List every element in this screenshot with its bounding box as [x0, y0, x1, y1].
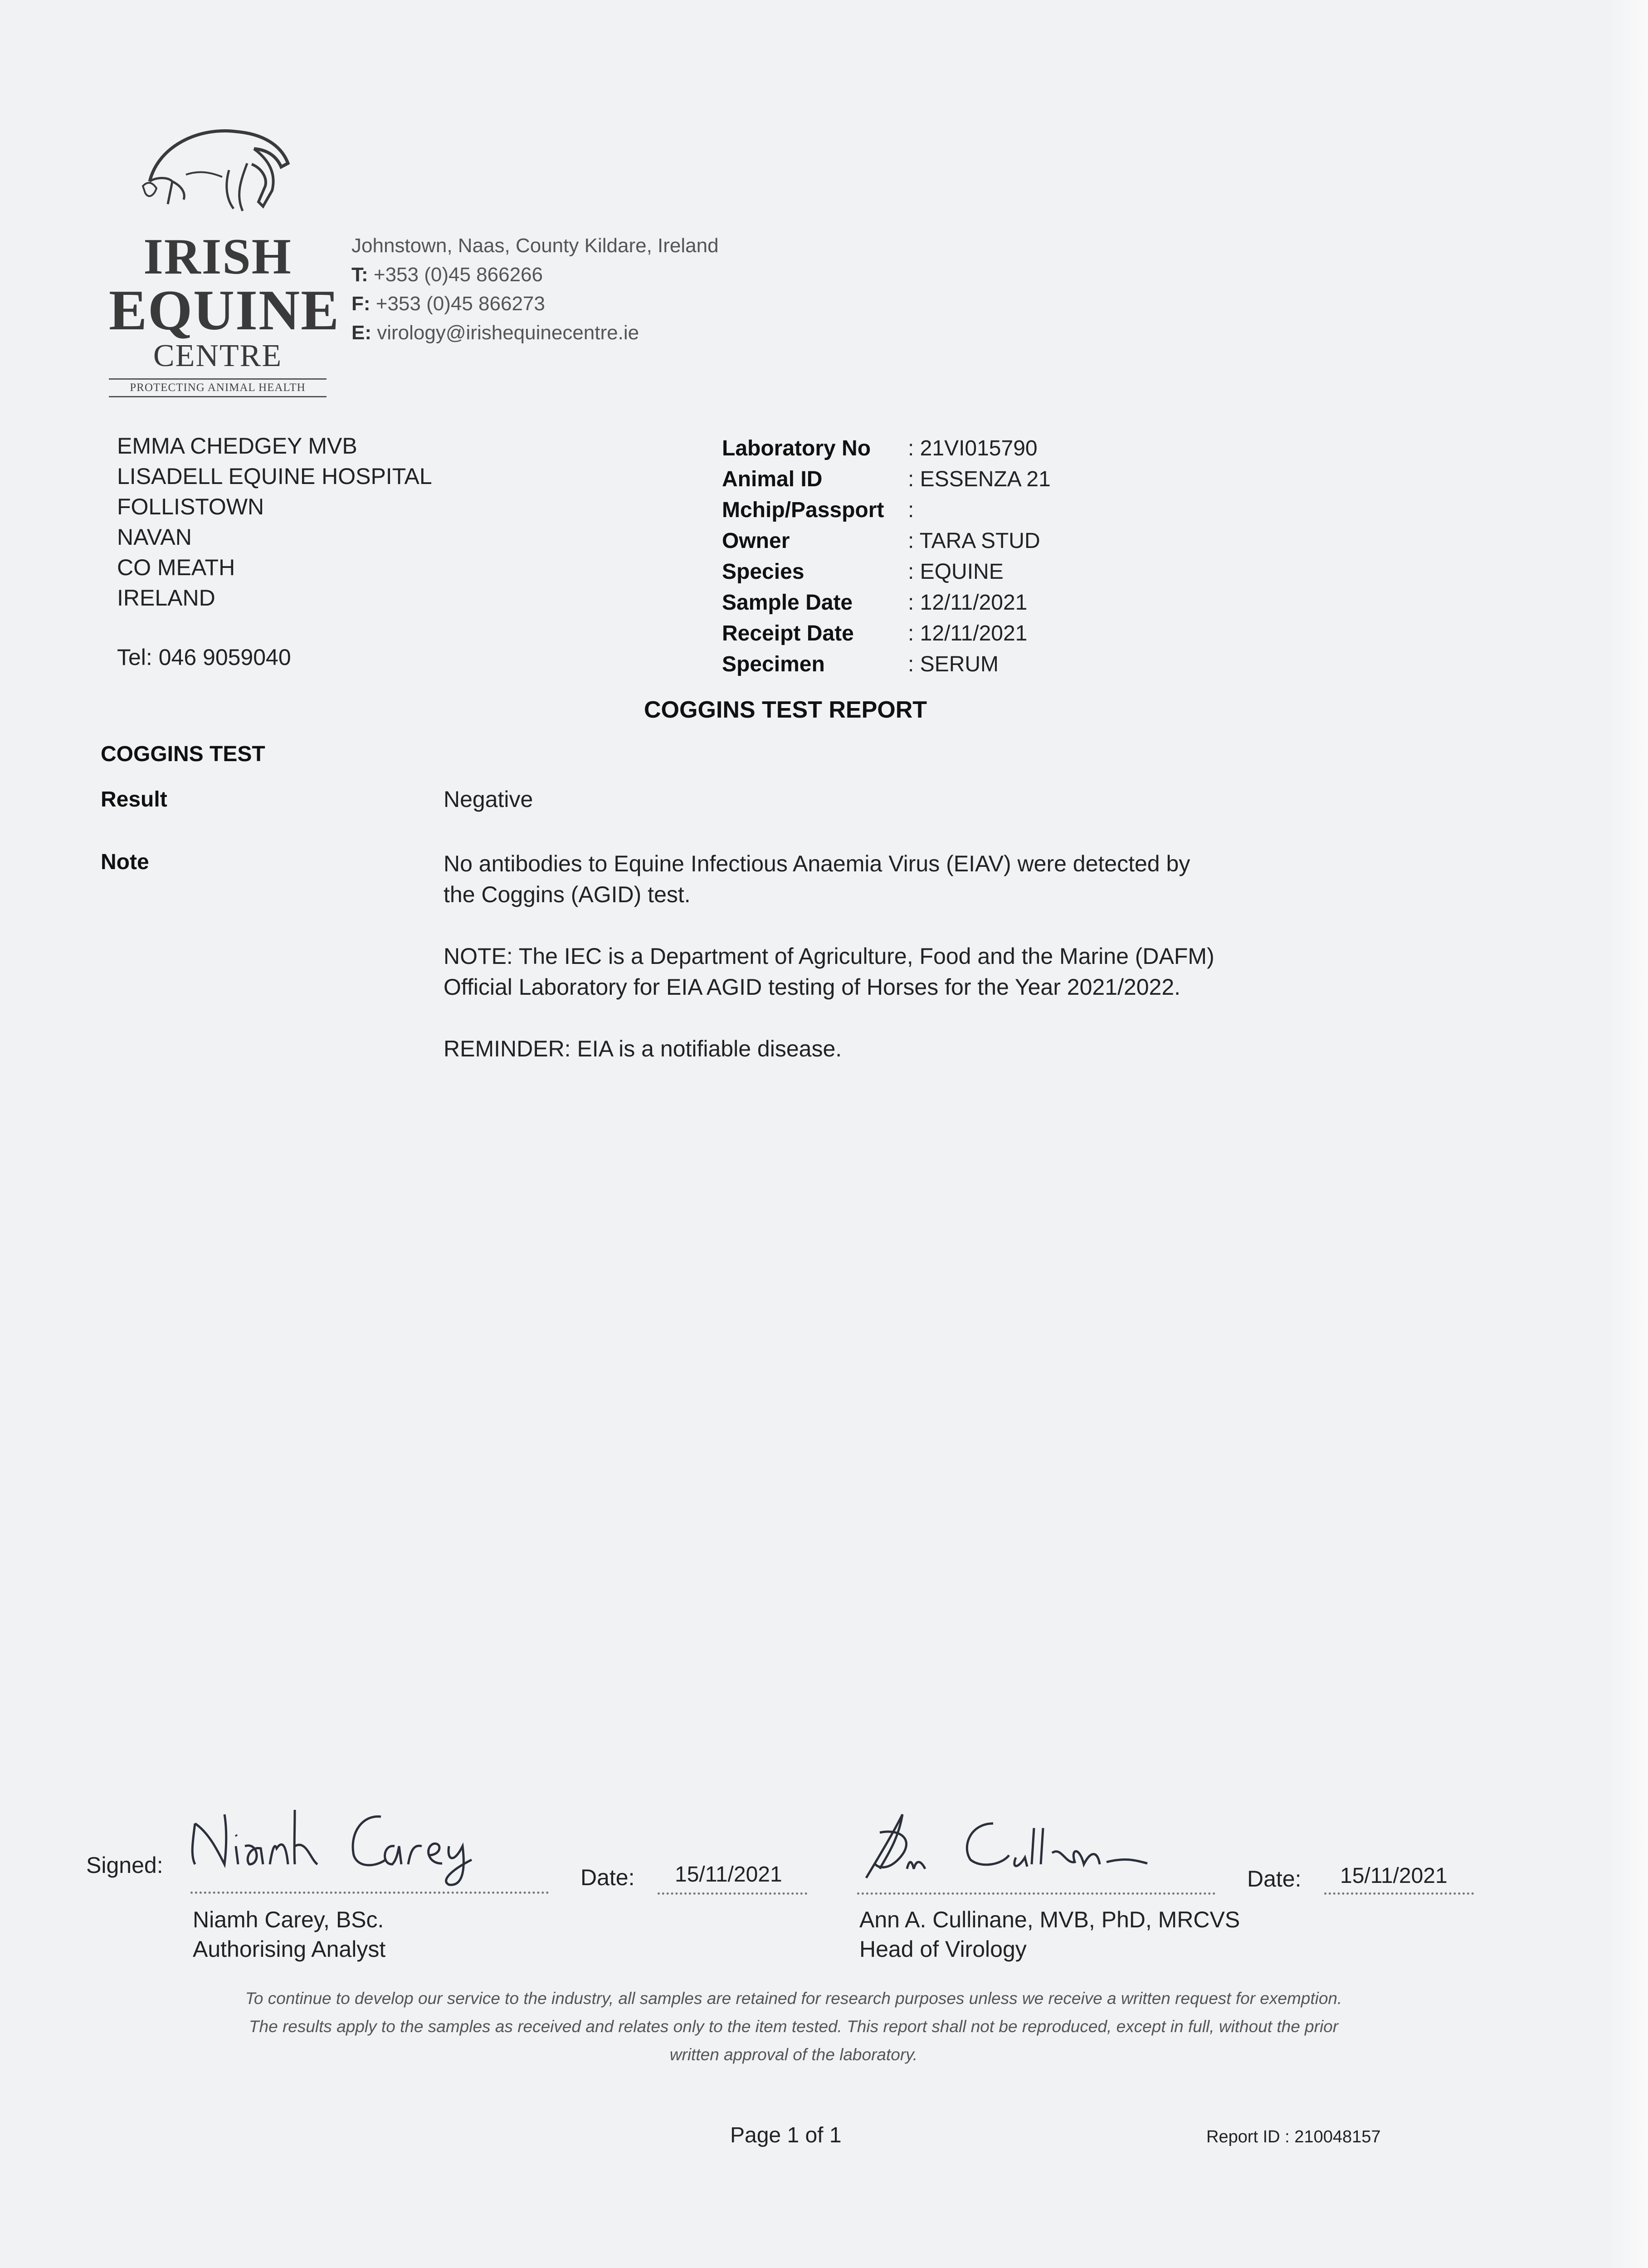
address-line: NAVAN	[117, 524, 192, 550]
lab-fax: F: +353 (0)45 866273	[351, 293, 545, 315]
note-body	[444, 848, 1224, 1095]
address-line: EMMA CHEDGEY MVB	[117, 433, 357, 459]
disclaimer-line: written approval of the laboratory.	[669, 2045, 918, 2064]
report-id: Report ID : 210048157	[1206, 2127, 1381, 2146]
signatory-right-title: Head of Virology	[859, 1936, 1027, 1962]
address-line: LISADELL EQUINE HOSPITAL	[117, 464, 432, 489]
lab-phone: T: +353 (0)45 866266	[351, 264, 543, 286]
signature-niamh-carey	[181, 1796, 499, 1887]
info-row-owner: Owner : TARA STUD	[722, 529, 1040, 553]
note-paragraph: REMINDER: EIA is a notifiable disease.	[444, 1036, 842, 1061]
report-title: COGGINS TEST REPORT	[644, 697, 927, 723]
date-value-right: 15/11/2021	[1340, 1864, 1448, 1888]
lab-address: Johnstown, Naas, County Kildare, Ireland	[351, 235, 719, 257]
signatory-right	[859, 1905, 1240, 1964]
result-value: Negative	[444, 787, 533, 812]
logo-text-centre: CENTRE	[153, 338, 283, 373]
test-heading: COGGINS TEST	[101, 742, 265, 766]
date-line-right	[1324, 1892, 1474, 1895]
date-line-left	[658, 1892, 807, 1895]
info-row-lab-no: Laboratory No : 21VI015790	[722, 436, 1038, 460]
disclaimer	[159, 1984, 1429, 2069]
address-line: IRELAND	[117, 585, 215, 611]
info-row-species: Species : EQUINE	[722, 560, 1004, 584]
logo-divider	[109, 378, 327, 380]
address-line: CO MEATH	[117, 555, 235, 580]
info-row-receipt-date: Receipt Date : 12/11/2021	[722, 621, 1028, 645]
sample-info-table	[722, 433, 1051, 680]
signatory-left	[193, 1905, 385, 1964]
recipient-address	[117, 431, 432, 613]
signatory-left-name: Niamh Carey, BSc.	[193, 1907, 384, 1932]
logo-tagline: PROTECTING ANIMAL HEALTH	[130, 381, 306, 394]
disclaimer-line: To continue to develop our service to the industry, all samples are retained for research purposes unless we receive a written request for exemption.	[245, 1989, 1342, 2008]
info-row-mchip: Mchip/Passport :	[722, 498, 914, 522]
note-paragraph: No antibodies to Equine Infectious Anaemia Virus (EIAV) were detected by the Coggins (AGID) test.	[444, 851, 1190, 907]
info-row-animal-id: Animal ID : ESSENZA 21	[722, 467, 1051, 491]
signature-line-right	[857, 1892, 1215, 1895]
logo-text-irish: IRISH	[143, 229, 292, 285]
logo-divider-bottom	[109, 396, 327, 397]
signed-label: Signed:	[86, 1853, 163, 1878]
date-label-left: Date:	[580, 1865, 635, 1890]
lab-contact-block	[351, 231, 719, 347]
irish-equine-centre-logo	[109, 113, 340, 413]
disclaimer-line: The results apply to the samples as received and relates only to the item tested. This report shall not be reproduced, except in full, without the prior	[249, 2017, 1339, 2036]
result-label: Result	[101, 787, 167, 811]
horse-logo-icon	[132, 113, 304, 236]
info-row-specimen: Specimen : SERUM	[722, 652, 999, 676]
signature-line-left	[190, 1892, 549, 1894]
date-label-right: Date:	[1247, 1866, 1302, 1892]
signatory-left-title: Authorising Analyst	[193, 1936, 386, 1962]
page-edge-shadow	[1607, 0, 1648, 2268]
signatory-right-name: Ann A. Cullinane, MVB, PhD, MRCVS	[859, 1907, 1240, 1932]
note-paragraph: NOTE: The IEC is a Department of Agriculture, Food and the Marine (DAFM) Official Laboratory for EIA AGID testing of Horses for the Year 2021/2022.	[444, 943, 1214, 1000]
lab-email: E: virology@irishequinecentre.ie	[351, 322, 639, 344]
page-number: Page 1 of 1	[730, 2123, 842, 2147]
recipient-tel: Tel: 046 9059040	[117, 645, 291, 670]
date-value-left: 15/11/2021	[675, 1862, 782, 1887]
logo-text-equine: EQUINE	[109, 279, 340, 342]
signature-ann-cullinane	[853, 1801, 1179, 1892]
note-label: Note	[101, 850, 149, 874]
info-row-sample-date: Sample Date : 12/11/2021	[722, 591, 1028, 615]
address-line: FOLLISTOWN	[117, 494, 264, 519]
